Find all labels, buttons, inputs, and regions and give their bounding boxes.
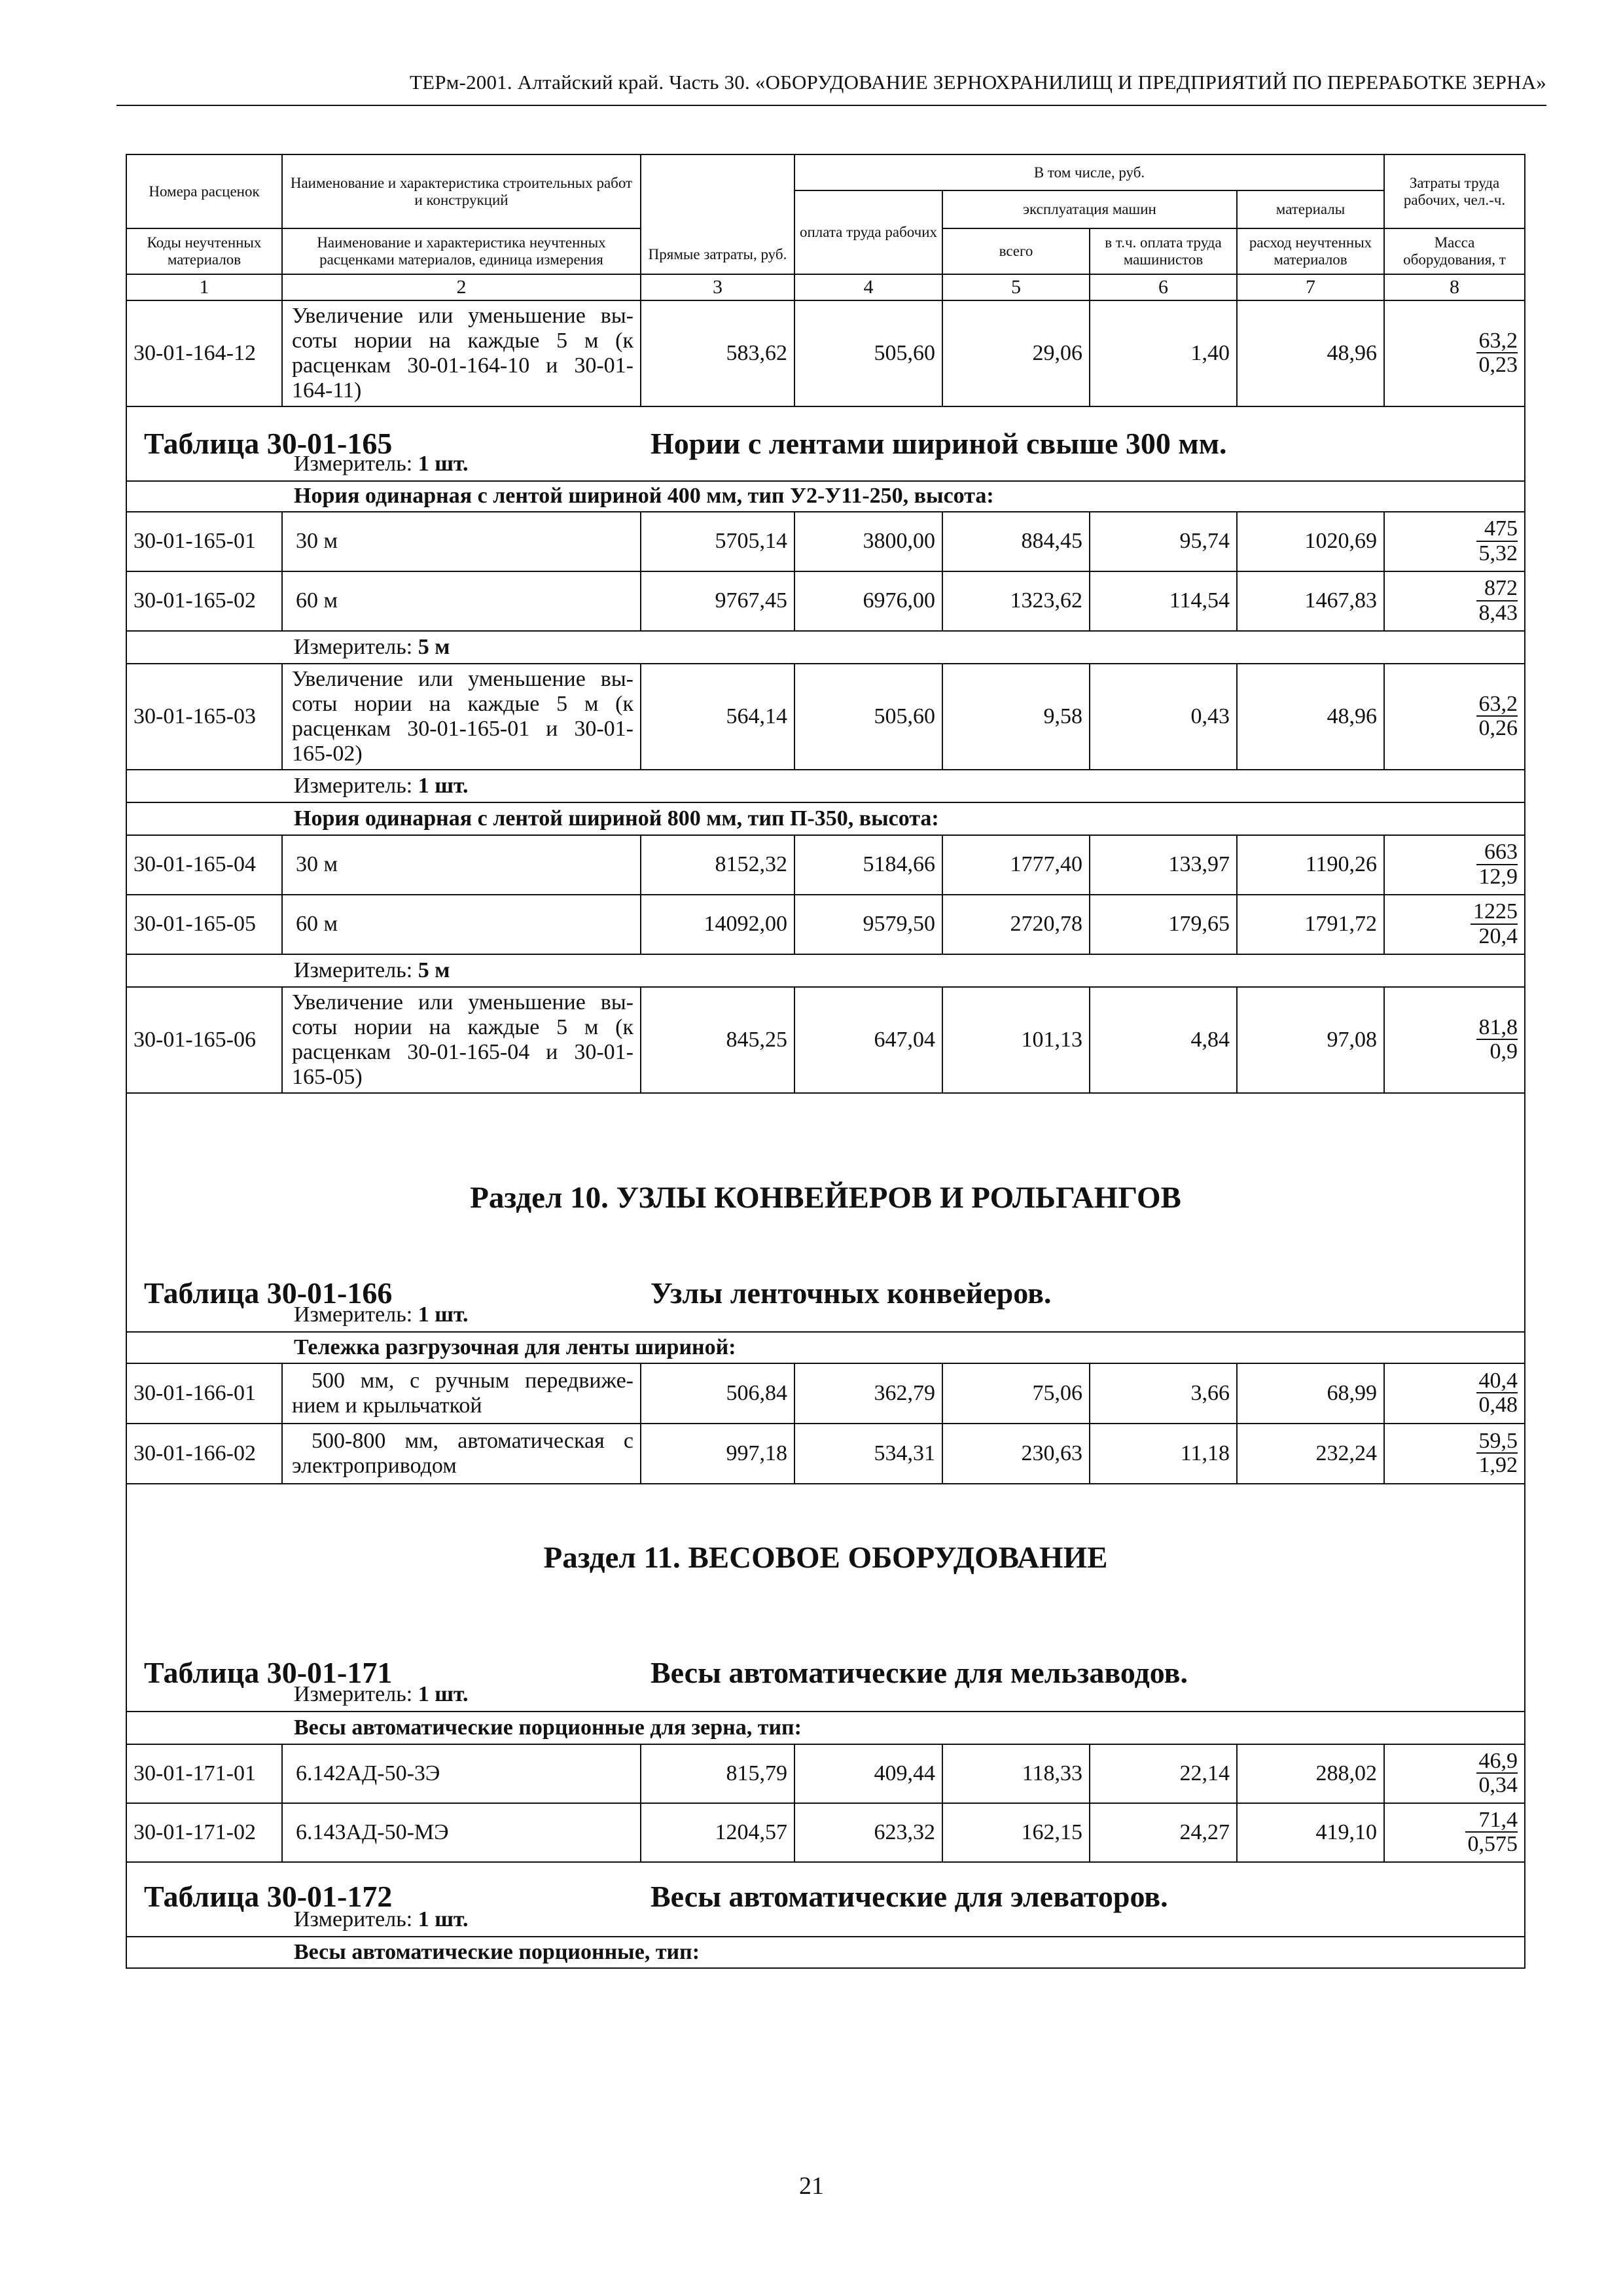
rate-name: 60 м	[282, 571, 641, 631]
machinist-pay: 179,65	[1090, 895, 1237, 954]
direct-costs: 583,62	[641, 300, 794, 406]
labor-pay: 9579,50	[794, 895, 942, 954]
equipment-mass: 20,4	[1478, 924, 1518, 948]
materials: 1467,83	[1237, 571, 1384, 631]
group-heading: Весы автоматические порционные для зерна, тип:	[126, 1712, 1525, 1744]
materials: 68,99	[1237, 1363, 1384, 1424]
table-name: Весы автоматические для элеваторов.	[651, 1880, 1168, 1913]
col-head-mass: Масса оборудования, т	[1384, 228, 1525, 274]
materials: 288,02	[1237, 1744, 1384, 1803]
hours-mass	[1384, 1803, 1525, 1862]
table-title: Таблица 30-01-171	[144, 1656, 393, 1689]
labor-hours: 81,8	[1476, 1016, 1518, 1041]
machines-total: 1777,40	[942, 835, 1090, 895]
rate-code: 30-01-165-01	[126, 512, 282, 571]
col-head-hours: Затраты труда рабочих, чел.-ч.	[1384, 154, 1525, 228]
col-head-mat-names: Наименование и характеристика неучтенных расценками материалов, единица измерения	[282, 228, 641, 274]
labor-pay: 362,79	[794, 1363, 942, 1424]
machines-total: 2720,78	[942, 895, 1090, 954]
col-head-codes: Номера расценок	[126, 154, 282, 228]
materials: 1020,69	[1237, 512, 1384, 571]
direct-costs: 845,25	[641, 987, 794, 1093]
hours-mass	[1384, 1744, 1525, 1803]
labor-pay: 534,31	[794, 1424, 942, 1484]
table-title: Таблица 30-01-172	[144, 1880, 393, 1913]
col-head-machines: эксплуатация машин	[942, 190, 1237, 228]
header-rule	[116, 105, 1546, 106]
table-name: Нории с лентами шириной свыше 300 мм.	[651, 427, 1227, 460]
col-head-mat-consumption: расход неучтенных материалов	[1237, 228, 1384, 274]
machinist-pay: 3,66	[1090, 1363, 1237, 1424]
machines-total: 230,63	[942, 1424, 1090, 1484]
machines-total: 118,33	[942, 1744, 1090, 1803]
rate-name: 30 м	[282, 512, 641, 571]
group-heading: Нория одинарная с лентой шириной 400 мм, тип У2-У11-250, высота:	[126, 481, 1525, 512]
measure-unit: Измеритель: 1 шт.	[294, 1302, 469, 1327]
labor-pay: 6976,00	[794, 571, 942, 631]
table-title: Таблица 30-01-166	[144, 1276, 393, 1310]
labor-pay: 3800,00	[794, 512, 942, 571]
table-caption-row	[126, 406, 1525, 481]
measure-unit: Измеритель: 1 шт.	[294, 1681, 469, 1706]
hours-mass	[1384, 987, 1525, 1093]
group-row	[126, 481, 1525, 512]
materials: 48,96	[1237, 664, 1384, 770]
col-head-incl: В том числе, руб.	[794, 154, 1384, 190]
machinist-pay: 4,84	[1090, 987, 1237, 1093]
col-head-mach-labor: в т.ч. оплата труда машинистов	[1090, 228, 1237, 274]
table-row	[126, 1744, 1525, 1803]
rate-code: 30-01-166-02	[126, 1424, 282, 1484]
col-number: 6	[1090, 274, 1237, 300]
table-title: Таблица 30-01-165	[144, 427, 393, 460]
machinist-pay: 11,18	[1090, 1424, 1237, 1484]
table-row	[126, 664, 1525, 770]
machines-total: 884,45	[942, 512, 1090, 571]
table-row	[126, 835, 1525, 895]
labor-hours: 59,5	[1476, 1429, 1518, 1454]
labor-pay: 623,32	[794, 1803, 942, 1862]
direct-costs: 5705,14	[641, 512, 794, 571]
col-number: 1	[126, 274, 282, 300]
table-caption-row	[126, 1651, 1525, 1712]
direct-costs: 8152,32	[641, 835, 794, 895]
labor-hours: 63,2	[1476, 692, 1518, 717]
machinist-pay: 22,14	[1090, 1744, 1237, 1803]
equipment-mass: 0,575	[1467, 1832, 1518, 1857]
equipment-mass: 0,23	[1478, 353, 1518, 378]
machinist-pay: 95,74	[1090, 512, 1237, 571]
hours-mass	[1384, 300, 1525, 406]
hours-mass	[1384, 1424, 1525, 1484]
table-row	[126, 1803, 1525, 1862]
machines-total: 29,06	[942, 300, 1090, 406]
col-number: 3	[641, 274, 794, 300]
labor-hours: 475	[1476, 517, 1518, 542]
table-caption-row	[126, 1862, 1525, 1937]
labor-pay: 5184,66	[794, 835, 942, 895]
direct-costs: 815,79	[641, 1744, 794, 1803]
rates-table	[126, 154, 1525, 1969]
rate-code: 30-01-165-05	[126, 895, 282, 954]
labor-hours: 663	[1476, 840, 1518, 865]
equipment-mass: 0,9	[1489, 1039, 1518, 1064]
table-row	[126, 1424, 1525, 1484]
section-heading: Раздел 11. ВЕСОВОЕ ОБОРУДОВАНИЕ	[126, 1484, 1525, 1651]
machinist-pay: 114,54	[1090, 571, 1237, 631]
group-heading: Весы автоматические порционные, тип:	[126, 1937, 1525, 1968]
equipment-mass: 12,9	[1478, 864, 1518, 889]
equipment-mass: 5,32	[1478, 541, 1518, 565]
rate-name: 500-800 мм, автоматическая с электроприводом	[282, 1424, 641, 1484]
table-caption-row	[126, 1270, 1525, 1332]
table-name: Узлы ленточных конвейеров.	[651, 1276, 1052, 1310]
section-row	[126, 1484, 1525, 1651]
labor-pay: 647,04	[794, 987, 942, 1093]
col-head-names: Наименование и характеристика строительных работ и конструкций	[282, 154, 641, 228]
rate-name: 6.143АД-50-МЭ	[282, 1803, 641, 1862]
col-head-direct: Прямые затраты, руб.	[641, 154, 794, 274]
running-header: ТЕРм-2001. Алтайский край. Часть 30. «ОБОРУДОВАНИЕ ЗЕРНОХРАНИЛИЩ И ПРЕДПРИЯТИЙ ПО ПЕРЕРАБОТКЕ ЗЕРНА»	[410, 71, 1546, 94]
materials: 48,96	[1237, 300, 1384, 406]
labor-hours: 71,4	[1465, 1808, 1518, 1833]
table-row	[126, 512, 1525, 571]
rate-code: 30-01-165-03	[126, 664, 282, 770]
direct-costs: 1204,57	[641, 1803, 794, 1862]
measure-row	[126, 954, 1525, 987]
direct-costs: 506,84	[641, 1363, 794, 1424]
labor-pay: 505,60	[794, 300, 942, 406]
rate-code: 30-01-166-01	[126, 1363, 282, 1424]
group-heading: Тележка разгрузочная для ленты шириной:	[126, 1332, 1525, 1363]
equipment-mass: 1,92	[1478, 1453, 1518, 1478]
group-row	[126, 802, 1525, 835]
machines-total: 9,58	[942, 664, 1090, 770]
machinist-pay: 133,97	[1090, 835, 1237, 895]
equipment-mass: 0,48	[1478, 1393, 1518, 1418]
group-row	[126, 1712, 1525, 1744]
materials: 1791,72	[1237, 895, 1384, 954]
col-number: 8	[1384, 274, 1525, 300]
direct-costs: 564,14	[641, 664, 794, 770]
rate-name: Увеличение или уменьшение вы-соты нории на каждые 5 м (к расценкам 30-01-165-04 и 30-01-165-05)	[282, 987, 641, 1093]
rate-name: 30 м	[282, 835, 641, 895]
equipment-mass: 0,26	[1478, 716, 1518, 741]
labor-pay: 409,44	[794, 1744, 942, 1803]
materials: 419,10	[1237, 1803, 1384, 1862]
machinist-pay: 24,27	[1090, 1803, 1237, 1862]
hours-mass	[1384, 571, 1525, 631]
group-row	[126, 1332, 1525, 1363]
materials: 232,24	[1237, 1424, 1384, 1484]
hours-mass	[1384, 512, 1525, 571]
machines-total: 75,06	[942, 1363, 1090, 1424]
rate-name: 500 мм, с ручным передвиже-нием и крыльчаткой	[282, 1363, 641, 1424]
table-name: Весы автоматические для мельзаводов.	[651, 1656, 1188, 1689]
col-number: 4	[794, 274, 942, 300]
measure-row	[126, 631, 1525, 664]
table-row	[126, 571, 1525, 631]
rate-code: 30-01-165-02	[126, 571, 282, 631]
machines-total: 101,13	[942, 987, 1090, 1093]
equipment-mass: 8,43	[1478, 600, 1518, 625]
rate-code: 30-01-171-01	[126, 1744, 282, 1803]
hours-mass	[1384, 1363, 1525, 1424]
rate-name: 60 м	[282, 895, 641, 954]
hours-mass	[1384, 664, 1525, 770]
section-row	[126, 1093, 1525, 1270]
col-number: 5	[942, 274, 1090, 300]
col-head-mat-codes: Коды неучтенных материалов	[126, 228, 282, 274]
col-head-labor: оплата труда рабочих	[794, 190, 942, 274]
header-row-1	[126, 154, 1525, 190]
col-number: 2	[282, 274, 641, 300]
measure-unit: Измеритель: 1 шт.	[126, 770, 1525, 802]
col-head-mach-total: всего	[942, 228, 1090, 274]
equipment-mass: 0,34	[1478, 1773, 1518, 1798]
table-row	[126, 895, 1525, 954]
labor-hours: 63,2	[1476, 329, 1518, 354]
col-number: 7	[1237, 274, 1384, 300]
page-number: 21	[799, 2172, 824, 2200]
machinist-pay: 0,43	[1090, 664, 1237, 770]
rate-name: Увеличение или уменьшение вы-соты нории на каждые 5 м (к расценкам 30-01-164-10 и 30-01-164-11)	[282, 300, 641, 406]
labor-hours: 1225	[1471, 900, 1518, 925]
measure-unit: Измеритель: 5 м	[126, 954, 1525, 987]
group-row	[126, 1937, 1525, 1968]
rate-name: Увеличение или уменьшение вы-соты нории на каждые 5 м (к расценкам 30-01-165-01 и 30-01-165-02)	[282, 664, 641, 770]
rate-code: 30-01-171-02	[126, 1803, 282, 1862]
hours-mass	[1384, 835, 1525, 895]
labor-pay: 505,60	[794, 664, 942, 770]
labor-hours: 46,9	[1476, 1749, 1518, 1774]
table-row	[126, 1363, 1525, 1424]
direct-costs: 14092,00	[641, 895, 794, 954]
measure-unit: Измеритель: 5 м	[126, 631, 1525, 664]
col-head-materials: материалы	[1237, 190, 1384, 228]
rate-code: 30-01-165-04	[126, 835, 282, 895]
rate-code: 30-01-165-06	[126, 987, 282, 1093]
machines-total: 162,15	[942, 1803, 1090, 1862]
rate-name: 6.142АД-50-3Э	[282, 1744, 641, 1803]
machinist-pay: 1,40	[1090, 300, 1237, 406]
hours-mass	[1384, 895, 1525, 954]
measure-row	[126, 770, 1525, 802]
materials: 97,08	[1237, 987, 1384, 1093]
direct-costs: 9767,45	[641, 571, 794, 631]
rate-code: 30-01-164-12	[126, 300, 282, 406]
labor-hours: 40,4	[1476, 1369, 1518, 1394]
table-row	[126, 300, 1525, 406]
materials: 1190,26	[1237, 835, 1384, 895]
direct-costs: 997,18	[641, 1424, 794, 1484]
measure-unit: Измеритель: 1 шт.	[294, 1907, 469, 1931]
table-row	[126, 987, 1525, 1093]
measure-unit: Измеритель: 1 шт.	[294, 451, 469, 476]
section-heading: Раздел 10. УЗЛЫ КОНВЕЙЕРОВ И РОЛЬГАНГОВ	[126, 1093, 1525, 1270]
labor-hours: 872	[1476, 577, 1518, 601]
column-numbers-row	[126, 274, 1525, 300]
machines-total: 1323,62	[942, 571, 1090, 631]
group-heading: Нория одинарная с лентой шириной 800 мм, тип П-350, высота:	[126, 802, 1525, 835]
